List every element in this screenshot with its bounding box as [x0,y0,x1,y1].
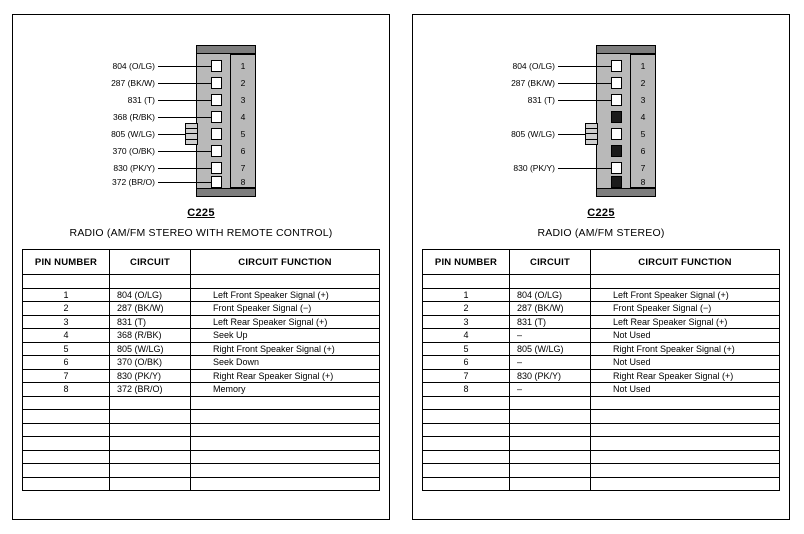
table-empty-row [423,423,780,437]
table-row [423,315,780,329]
connector-diagram-right [413,15,789,207]
cell-function: Seek Up [191,329,380,343]
cell-circuit: 804 (O/LG) [510,288,591,302]
cell-circuit: 805 (W/LG) [110,342,191,356]
pin-table-wrapper-left [13,249,389,491]
lead-label-804: 804 (O/LG) [512,61,555,71]
pin-table-wrapper-right [413,249,789,491]
table-row [23,369,380,383]
pin-number-7: 7 [640,163,646,173]
latch-line-2 [185,133,198,134]
connector-title-right: RADIO (AM/FM STEREO) [537,227,665,239]
pin-cavity-2 [611,77,622,89]
cell-circuit: 830 (PK/Y) [510,369,591,383]
pin-cavity-3 [211,94,222,106]
panel-radio-standard [412,14,790,520]
pin-cavity-1 [611,60,622,72]
cell-pin: 8 [423,383,510,397]
lead-label-805: 805 (W/LG) [511,129,555,139]
lead-label-370: 370 (O/BK) [112,146,155,156]
connector-id-right: C225 [587,207,615,219]
latch-line-3 [185,139,198,140]
table-empty-row [23,423,380,437]
cell-circuit: 804 (O/LG) [110,288,191,302]
lead-line-1 [558,66,611,67]
table-row [23,315,380,329]
cell-circuit: 830 (PK/Y) [110,369,191,383]
cell-function: Right Rear Speaker Signal (+) [191,369,380,383]
table-row [423,329,780,343]
cell-circuit: 287 (BK/W) [510,302,591,316]
pin-table-left [22,249,380,491]
cell-function: Not Used [591,356,780,370]
table-empty-row [423,437,780,451]
cell-circuit: 831 (T) [110,315,191,329]
table-empty-row [423,464,780,478]
connector-latch [185,123,198,145]
connector-diagram-left [13,15,389,207]
lead-line-3 [558,100,611,101]
table-pad-row [23,275,380,289]
connector-title-left: RADIO (AM/FM STEREO WITH REMOTE CONTROL) [69,227,333,239]
cell-pin: 4 [23,329,110,343]
cell-pin: 7 [423,369,510,383]
table-row [23,288,380,302]
cell-pin: 2 [23,302,110,316]
lead-line-2 [158,83,211,84]
lead-label-287: 287 (BK/W) [511,78,555,88]
cell-pin: 3 [23,315,110,329]
cell-circuit: 287 (BK/W) [110,302,191,316]
header-circuit-function: CIRCUIT FUNCTION [191,250,380,275]
pin-number-4: 4 [240,112,246,122]
cell-pin: 5 [23,342,110,356]
table-row [23,356,380,370]
pin-cavity-8-blocked [611,176,622,188]
cell-pin: 7 [23,369,110,383]
lead-label-805: 805 (W/LG) [111,129,155,139]
cell-function: Right Front Speaker Signal (+) [191,342,380,356]
pin-number-5: 5 [640,129,646,139]
lead-line-7 [158,168,211,169]
pin-number-6: 6 [640,146,646,156]
pin-cavity-4-blocked [611,111,622,123]
table-empty-row [23,450,380,464]
lead-line-4 [158,117,211,118]
lead-line-1 [158,66,211,67]
pin-number-4: 4 [640,112,646,122]
latch-line-2 [585,133,598,134]
cell-circuit: – [510,356,591,370]
table-pad-row [423,275,780,289]
pin-cavity-5 [211,128,222,140]
table-header-row [23,250,380,275]
cell-function: Left Front Speaker Signal (+) [191,288,380,302]
pin-number-2: 2 [240,78,246,88]
lead-label-372: 372 (BR/O) [112,177,155,187]
pin-number-8: 8 [640,177,646,187]
cell-function: Not Used [591,329,780,343]
latch-line-1 [585,128,598,129]
connector-top-bar [596,45,656,54]
lead-label-831: 831 (T) [127,95,155,105]
lead-line-5 [158,134,185,135]
connector-bottom-bar [196,188,256,197]
pin-cavity-7 [611,162,622,174]
cell-function: Memory [191,383,380,397]
header-circuit: CIRCUIT [510,250,591,275]
cell-function: Right Front Speaker Signal (+) [591,342,780,356]
cell-circuit: 370 (O/BK) [110,356,191,370]
cell-function: Not Used [591,383,780,397]
lead-line-2 [558,83,611,84]
pin-number-7: 7 [240,163,246,173]
table-empty-row [423,450,780,464]
pin-table-right [422,249,780,491]
cell-function: Front Speaker Signal (−) [191,302,380,316]
header-pin-number: PIN NUMBER [423,250,510,275]
table-row [423,369,780,383]
pin-number-2: 2 [640,78,646,88]
lead-line-5 [558,134,585,135]
latch-line-3 [585,139,598,140]
pin-number-1: 1 [240,61,246,71]
cell-pin: 6 [423,356,510,370]
lead-label-368: 368 (R/BK) [112,112,155,122]
lead-line-8 [158,182,211,183]
header-pin-number: PIN NUMBER [23,250,110,275]
cell-pin: 8 [23,383,110,397]
pin-cavity-2 [211,77,222,89]
table-empty-row [423,396,780,410]
cell-function: Front Speaker Signal (−) [591,302,780,316]
table-row [423,342,780,356]
lead-label-830: 830 (PK/Y) [513,163,555,173]
cell-pin: 4 [423,329,510,343]
cell-circuit: – [510,383,591,397]
table-header-row [423,250,780,275]
panel-radio-with-remote [12,14,390,520]
pin-cavity-1 [211,60,222,72]
cell-circuit: 372 (BR/O) [110,383,191,397]
table-row [423,288,780,302]
pin-cavity-4 [211,111,222,123]
table-empty-row [23,396,380,410]
table-row [23,302,380,316]
pin-number-3: 3 [240,95,246,105]
header-circuit-function: CIRCUIT FUNCTION [591,250,780,275]
lead-label-804: 804 (O/LG) [112,61,155,71]
connector-id-left: C225 [187,207,215,219]
cell-pin: 1 [23,288,110,302]
connector-top-bar [196,45,256,54]
pin-cavity-5 [611,128,622,140]
pin-number-6: 6 [240,146,246,156]
pin-cavity-6-blocked [611,145,622,157]
table-empty-row [23,477,380,491]
lead-line-3 [158,100,211,101]
cell-function: Left Rear Speaker Signal (+) [591,315,780,329]
table-empty-row [23,410,380,424]
pin-cavity-3 [611,94,622,106]
cell-function: Seek Down [191,356,380,370]
lead-line-7 [558,168,611,169]
table-empty-row [423,410,780,424]
pin-number-3: 3 [640,95,646,105]
cell-circuit: 805 (W/LG) [510,342,591,356]
pin-cavity-7 [211,162,222,174]
table-row [423,356,780,370]
connector-latch [585,123,598,145]
lead-label-830: 830 (PK/Y) [113,163,155,173]
table-empty-row [23,437,380,451]
cell-pin: 1 [423,288,510,302]
table-row [23,383,380,397]
pin-cavity-8 [211,176,222,188]
pin-number-5: 5 [240,129,246,139]
table-row [23,342,380,356]
connector-bottom-bar [596,188,656,197]
pin-number-1: 1 [640,61,646,71]
table-empty-row [423,477,780,491]
cell-function: Right Rear Speaker Signal (+) [591,369,780,383]
cell-pin: 3 [423,315,510,329]
cell-circuit: 831 (T) [510,315,591,329]
table-row [423,383,780,397]
cell-circuit: 368 (R/BK) [110,329,191,343]
lead-label-831: 831 (T) [527,95,555,105]
pin-number-8: 8 [240,177,246,187]
table-row [423,302,780,316]
cell-pin: 5 [423,342,510,356]
lead-line-6 [158,151,211,152]
lead-label-287: 287 (BK/W) [111,78,155,88]
cell-pin: 6 [23,356,110,370]
cell-function: Left Front Speaker Signal (+) [591,288,780,302]
table-empty-row [23,464,380,478]
table-row [23,329,380,343]
latch-line-1 [185,128,198,129]
cell-pin: 2 [423,302,510,316]
header-circuit: CIRCUIT [110,250,191,275]
cell-circuit: – [510,329,591,343]
cell-function: Left Rear Speaker Signal (+) [191,315,380,329]
pin-cavity-6 [211,145,222,157]
